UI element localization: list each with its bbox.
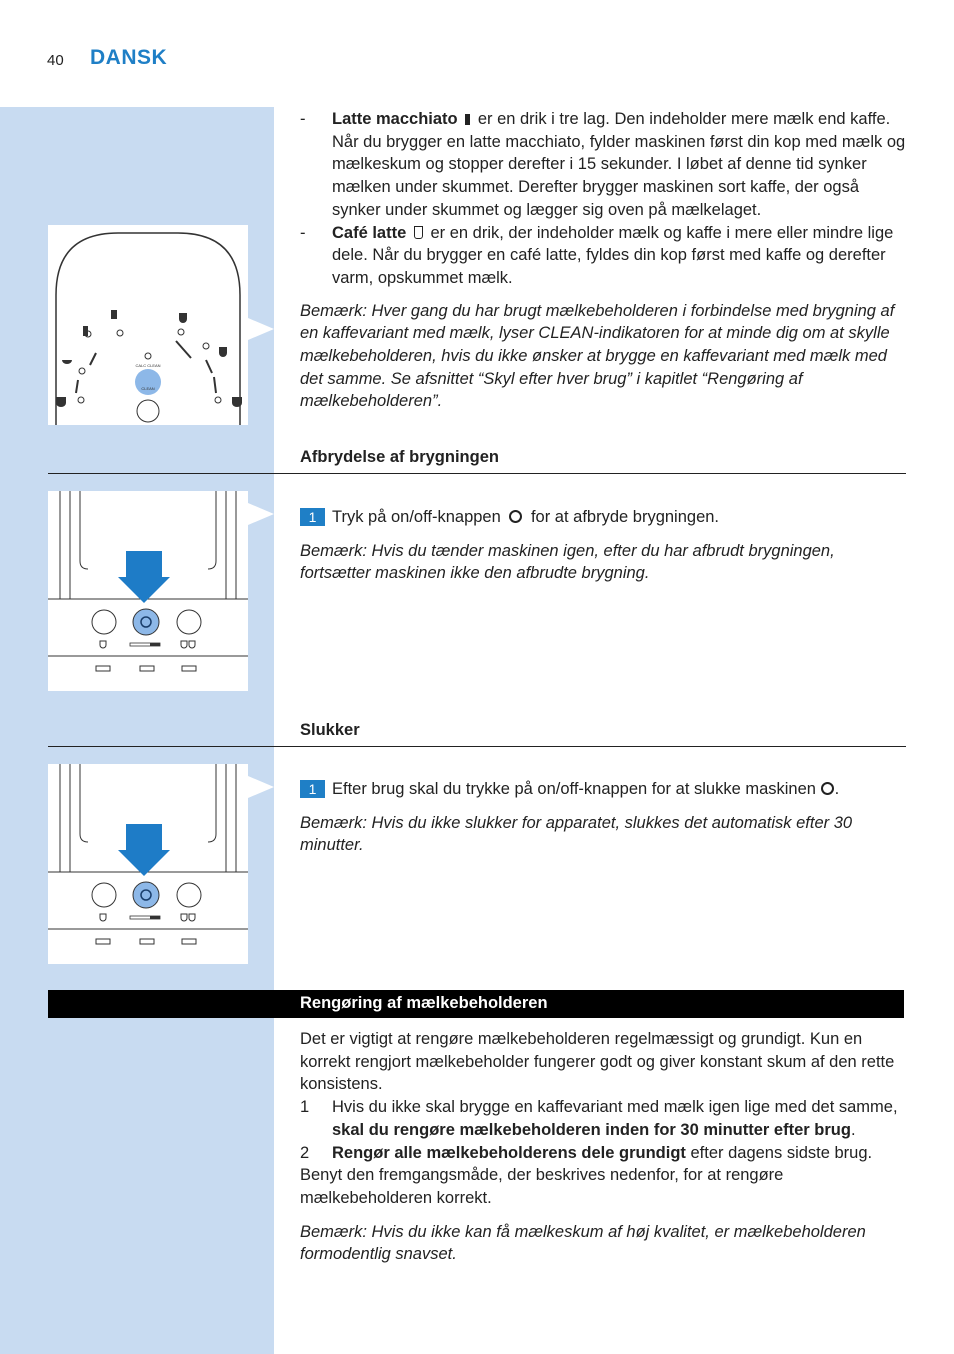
item-text: efter dagens sidste brug.	[690, 1143, 873, 1162]
down-arrow-icon	[126, 824, 162, 852]
latte-macchiato-item: - Latte macchiato er en drik i tre lag. Den indeholder mere mælk end kaffe. Når du brygger en latte macchiato, fylder maskinen først din kop med mælk og mælkeskum og stopper derefter i 15 sekunder. I løbet af denne tid synker mælken under skummet. Derefter brygger maskinen sort kaffe, der også synker under skummet og lægger sig oven på mælkelaget.	[300, 110, 906, 219]
power-button-highlighted	[133, 882, 159, 908]
interrupt-note: Bemærk: Hvis du tænder maskinen igen, efter du har afbrudt brygningen, fortsætter maskinen ikke den afbrudte brygning.	[300, 541, 835, 583]
section-divider	[48, 746, 906, 747]
section-heading-off: Slukker	[300, 721, 360, 739]
calc-clean-label: CALC CLEAN	[135, 363, 161, 368]
latte-macchiato-title: Latte macchiato	[332, 110, 458, 128]
step-off	[300, 778, 908, 801]
interrupt-section	[300, 506, 908, 585]
item-number: 2	[300, 1143, 310, 1162]
cappuccino-icon	[62, 360, 72, 364]
cafe-latte-text: er en drik, der indeholder mælk og kaffe i mere eller mindre lige dele. Når du brygger en café latte, fyldes din kop først med kaffe og derefter varm, opskummet mælk.	[332, 223, 894, 287]
item-number: 1	[300, 1098, 310, 1117]
switch-off-figure	[48, 764, 248, 964]
cafe-latte-item: - Café latte er en drik, der indeholder mælk og kaffe i mere eller mindre lige dele. Når du brygger en café latte, fyldes din kop først med kaffe og derefter varm, opskummet mælk.	[300, 223, 894, 287]
coffee-large-icon	[232, 397, 242, 407]
section-title-bar	[48, 990, 904, 1018]
machine-front-illustration	[48, 491, 248, 691]
page-number: 40	[47, 52, 64, 69]
cleaning-intro: Det er vigtigt at rengøre mælkebeholderen regelmæssigt og grundigt. Kun en korrekt rengjort mælkebeholder fungerer godt og giver konstant skum af den rette konsistens.	[300, 1030, 895, 1094]
power-button-illustration	[137, 400, 159, 422]
step-number-badge: 1	[300, 780, 325, 798]
step-text-end: .	[834, 780, 840, 798]
item-bold-text: Rengør alle mælkebeholderens dele grundigt	[332, 1143, 686, 1162]
off-section	[300, 778, 908, 857]
figure-pointer	[248, 318, 274, 340]
interrupt-figure	[48, 491, 248, 691]
section-heading-interrupt: Afbrydelse af brygningen	[300, 448, 499, 466]
step-text: Tryk på on/off-knappen	[332, 508, 501, 526]
cleaning-item-1	[300, 1096, 908, 1141]
step-interrupt	[300, 506, 908, 529]
cleaning-note: Bemærk: Hvis du ikke kan få mælkeskum af høj kvalitet, er mælkebeholderen formodentlig snavset.	[300, 1222, 866, 1264]
cafe-latte-title: Café latte	[332, 223, 407, 242]
item-bold-text: skal du rengøre mælkebeholderen inden for 30 minutter efter brug	[332, 1120, 851, 1139]
cafe-latte-cup-icon	[414, 226, 423, 239]
item-text-end: .	[850, 1120, 856, 1139]
language-heading: DANSK	[90, 46, 168, 69]
clean-note: Bemærk: Hver gang du har brugt mælkebeholderen i forbindelse med brygning af en kaffevariant med mælk, lyser CLEAN-indikatoren for at minde dig om at skylle mælkebeholderen, hvis du ikke ønsker at brygge en kaffevariant med mælk med det samme. Se afsnittet “Skyl efter hver brug” i kapitlet “Rengøring af mælkebeholderen”.	[300, 301, 895, 411]
clean-indicator-light	[135, 369, 161, 395]
clean-label: CLEAN	[141, 386, 155, 391]
latte-macchiato-text: er en drik i tre lag. Den indeholder mere mælk end kaffe. Når du brygger en latte macchiato, fylder maskinen først din kop med mælk og mælkeskum og stopper derefter i 15 sekunder. I løbet af denne tid synker mælken under skummet. Derefter brygger maskinen sort kaffe, der også synker under skummet og lægger sig oven på mælkelaget.	[332, 110, 906, 219]
figure-pointer	[248, 776, 274, 798]
control-panel-illustration	[48, 225, 248, 425]
step-number-badge: 1	[300, 508, 325, 526]
machine-front-illustration	[48, 764, 248, 964]
section-heading-cleaning: Rengøring af mælkebeholderen	[300, 994, 548, 1012]
latte-glass-icon	[465, 114, 470, 125]
control-panel-figure	[48, 225, 248, 425]
power-symbol-icon	[509, 510, 522, 523]
intro-section	[300, 108, 908, 413]
item-text: Hvis du ikke skal brygge en kaffevariant med mælk igen lige med det samme,	[332, 1098, 898, 1117]
cleaning-outro: Benyt den fremgangsmåde, der beskrives nedenfor, for at rengøre mælkebeholderen korrekt.	[300, 1166, 784, 1207]
section-divider	[48, 473, 906, 474]
power-symbol-icon	[821, 782, 834, 795]
latte-macchiato-icon	[83, 326, 88, 336]
figure-pointer	[248, 503, 274, 525]
step-text-end: for at afbryde brygningen.	[530, 508, 720, 526]
espresso-cup-icon	[179, 313, 187, 323]
cleaning-section	[300, 1028, 908, 1266]
off-note: Bemærk: Hvis du ikke slukker for apparatet, slukkes det automatisk efter 30 minutter.	[300, 813, 853, 855]
cafe-latte-icon	[111, 310, 117, 319]
step-text: Efter brug skal du trykke på on/off-knappen for at slukke maskinen	[332, 780, 816, 798]
power-button-highlighted	[133, 609, 159, 635]
cleaning-item-2	[300, 1142, 908, 1165]
down-arrow-icon	[126, 551, 162, 579]
double-espresso-icon	[219, 347, 227, 357]
coffee-cup-icon	[56, 397, 66, 407]
